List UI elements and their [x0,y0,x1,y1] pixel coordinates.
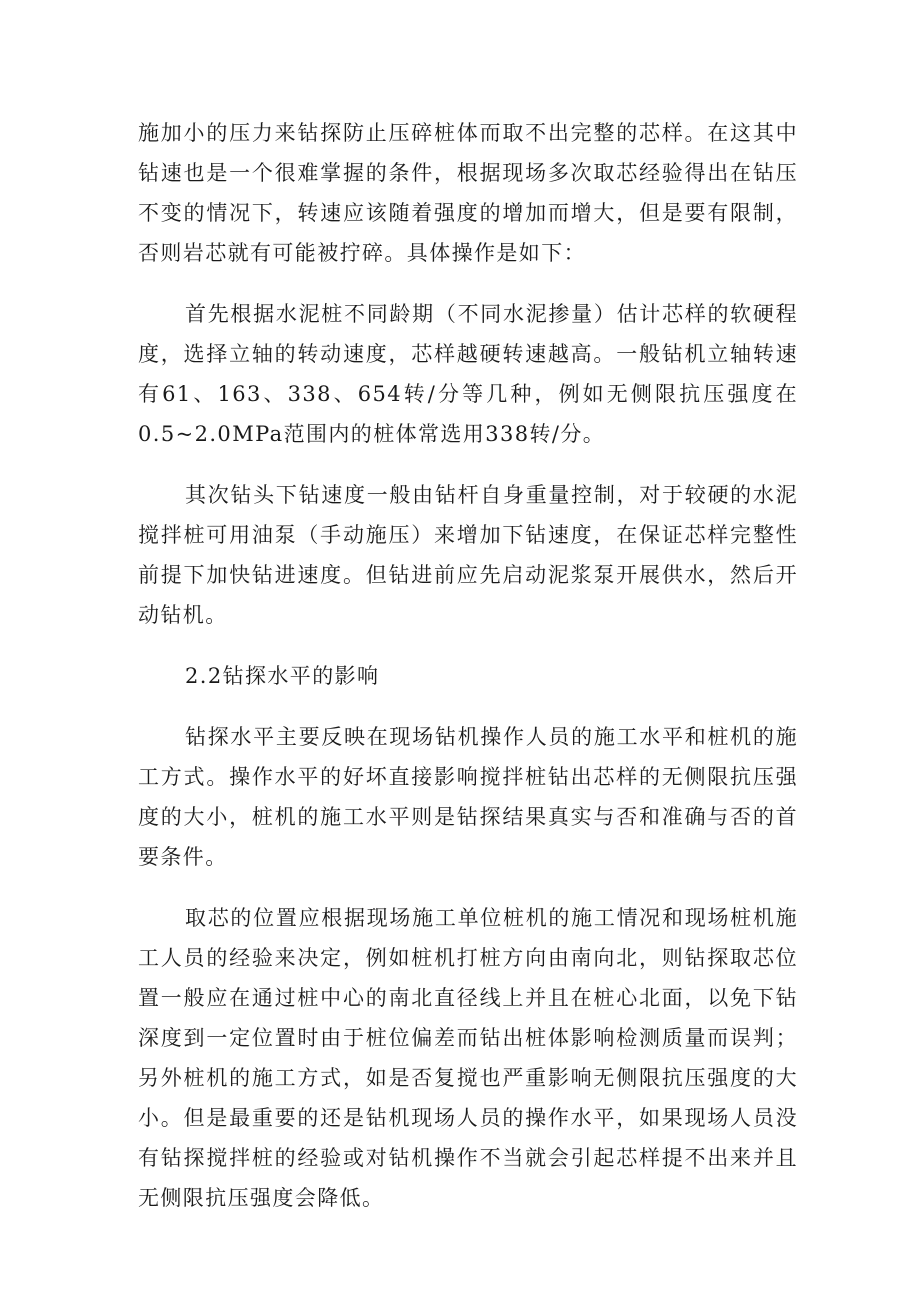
paragraph-drilling-speed: 其次钻头下钻速度一般由钻杆自身重量控制，对于较硬的水泥搅拌桩可用油泵（手动施压）来增加下钻速度，在保证芯样完整性前提下加快钻进速度。但钻进前应先启动泥浆泵开展供水，然后开动钻机。 [138,483,798,627]
document-body [138,113,798,1239]
paragraph-continuation: 施加小的压力来钻探防止压碎桩体而取不出完整的芯样。在这其中钻速也是一个很难掌握的条件，根据现场多次取芯经验得出在钻压不变的情况下，转速应该随着强度的增加而增大，但是要有限制，否则岩芯就有可能被拧碎。具体操作是如下： [138,121,798,265]
paragraph-coring-position: 取芯的位置应根据现场施工单位桩机的施工情况和现场桩机施工人员的经验来决定，例如桩机打桩方向由南向北，则钻探取芯位置一般应在通过桩中心的南北直径线上并且在桩心北面，以免下钻深度到一定位置时由于桩位偏差而钻出桩体影响检测质量而误判；另外桩机的施工方式，如是否复搅也严重影响无侧限抗压强度的大小。但是最重要的还是钻机现场人员的操作水平，如果现场人员没有钻探搅拌桩的经验或对钻机操作不当就会引起芯样提不出来并且无侧限抗压强度会降低。 [138,906,798,1210]
paragraph-rotation-speed: 首先根据水泥桩不同龄期（不同水泥掺量）估计芯样的软硬程度，选择立轴的转动速度，芯样越硬转速越高。一般钻机立轴转速有61、163、338、654转/分等几种，例如无侧限抗压强度在0.5~2.0MPa范围内的桩体常选用338转/分。 [138,302,798,446]
section-heading: 2.2钻探水平的影响 [185,664,380,688]
paragraph-drilling-level: 钻探水平主要反映在现场钻机操作人员的施工水平和桩机的施工方式。操作水平的好坏直接影响搅拌桩钻出芯样的无侧限抗压强度的大小，桩机的施工水平则是钻探结果真实与否和准确与否的首要条件。 [138,725,798,869]
